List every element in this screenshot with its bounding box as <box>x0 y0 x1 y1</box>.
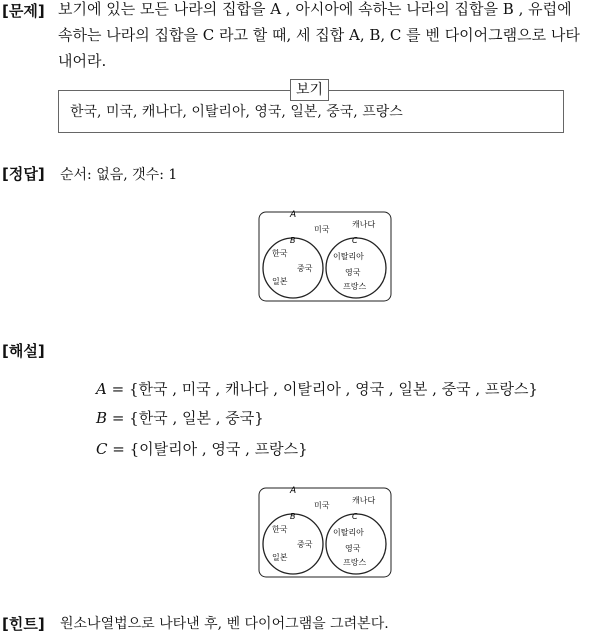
example-tag: 보기 <box>290 79 329 101</box>
venn-c-item: 이탈리아 <box>333 528 364 537</box>
problem-line-2: 속하는 나라의 집합을 C 라고 할 때, 세 집합 A, B, C 를 벤 다이어그램으로 나타 <box>58 26 580 44</box>
answer-label: [정답] <box>2 165 45 183</box>
problem-label: [문제] <box>2 2 45 20</box>
hint-label: [힌트] <box>2 615 45 633</box>
equation-a <box>96 379 538 399</box>
problem-line-3: 내어라. <box>58 52 107 70</box>
venn-label-a: A <box>290 486 297 496</box>
venn-c-item: 영국 <box>345 268 361 277</box>
equation-c-var: C <box>96 440 108 458</box>
equation-b <box>96 408 264 428</box>
venn-c-item: 프랑스 <box>343 558 367 567</box>
venn-label-b: B <box>290 236 296 245</box>
equation-a-var: A <box>96 380 107 398</box>
equation-a-body: = {한국 , 미국 , 캐나다 , 이탈리아 , 영국 , 일본 , 중국 , 프랑스} <box>111 380 538 398</box>
venn-b-item: 일본 <box>272 553 288 562</box>
equation-b-body: = {한국 , 일본 , 중국} <box>111 409 264 427</box>
solution-label: [해설] <box>2 342 45 360</box>
venn-outside-item: 미국 <box>314 225 330 234</box>
venn-label-b: B <box>290 512 296 521</box>
venn-outside-item: 캐나다 <box>352 496 376 505</box>
venn-label-a: A <box>290 210 297 220</box>
venn-b-item: 한국 <box>272 525 288 534</box>
venn-b-item: 중국 <box>297 540 313 549</box>
venn-diagram-solution <box>256 481 394 581</box>
equation-b-var: B <box>96 409 108 427</box>
equation-c <box>96 439 308 459</box>
example-text: 한국, 미국, 캐나다, 이탈리아, 영국, 일본, 중국, 프랑스 <box>70 104 403 120</box>
venn-label-c: C <box>352 512 358 521</box>
venn-outside-item: 미국 <box>314 501 330 510</box>
answer-text: 순서: 없음, 갯수: 1 <box>60 167 178 183</box>
problem-line-1: 보기에 있는 모든 나라의 집합을 A , 아시아에 속하는 나라의 집합을 B , 유럽에 <box>58 0 572 18</box>
venn-c-item: 이탈리아 <box>333 252 364 261</box>
venn-b-item: 한국 <box>272 249 288 258</box>
hint-text: 원소나열법으로 나타낸 후, 벤 다이어그램을 그려본다. <box>60 616 389 632</box>
venn-label-c: C <box>352 236 358 245</box>
venn-diagram-answer <box>256 205 394 305</box>
venn-c-item: 프랑스 <box>343 282 367 291</box>
venn-c-item: 영국 <box>345 544 361 553</box>
venn-b-item: 일본 <box>272 277 288 286</box>
equation-c-body: = {이탈리아 , 영국 , 프랑스} <box>112 440 308 458</box>
venn-b-item: 중국 <box>297 264 313 273</box>
venn-outside-item: 캐나다 <box>352 220 376 229</box>
